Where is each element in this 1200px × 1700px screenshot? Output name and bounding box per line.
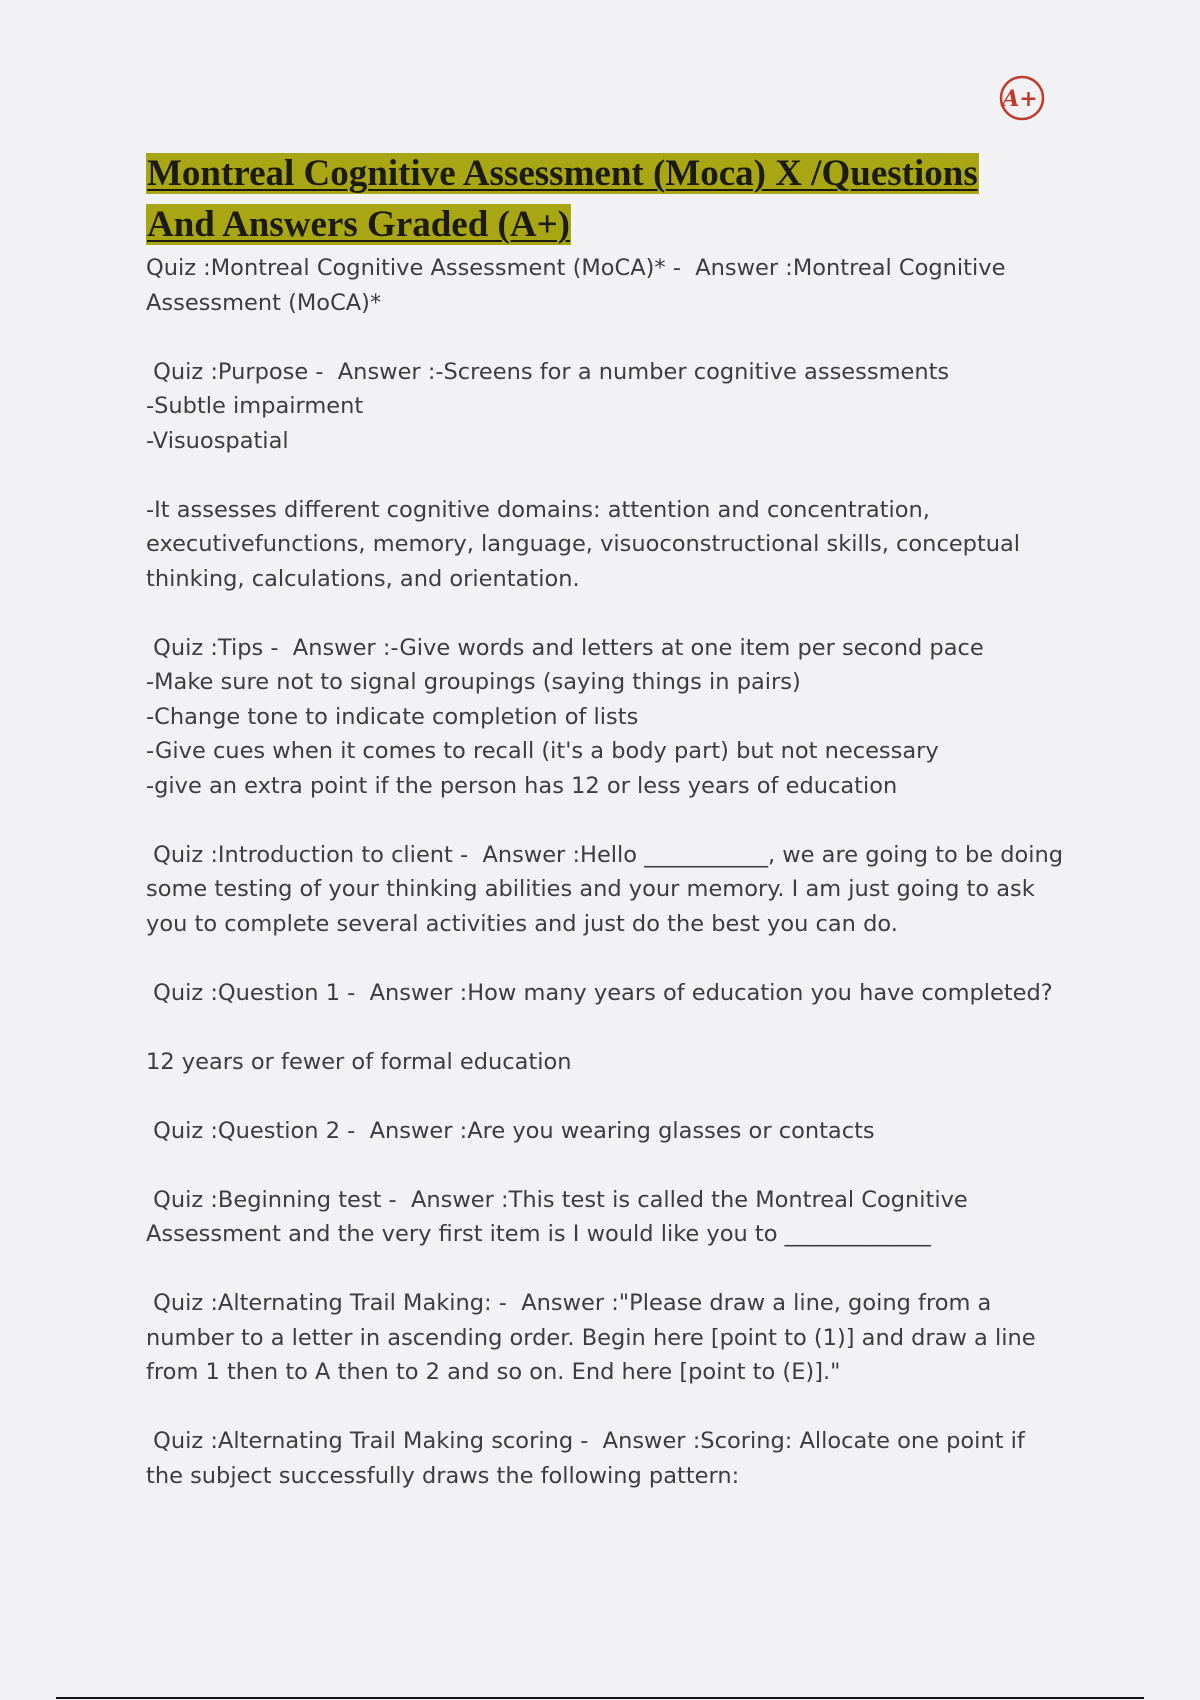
qa-line: -Visuospatial	[146, 427, 289, 454]
qa-line: Quiz :Purpose - Answer :-Screens for a number cognitive assessments	[146, 358, 950, 385]
qa-line: Quiz :Alternating Trail Making scoring - Answer :Scoring: Allocate one point if the subject successfully draws the following pattern:	[146, 1428, 1033, 1489]
qa-line: -Change tone to indicate completion of lists	[146, 703, 639, 730]
qa-line: Quiz :Beginning test - Answer :This test is called the Montreal Cognitive Assessment and the very first item is I would like you to _____________	[146, 1186, 975, 1247]
qa-line: 12 years or fewer of formal education	[146, 1048, 572, 1075]
title-line-2: And Answers Graded (A+)	[147, 204, 570, 245]
qa-line: -Give cues when it comes to recall (it's a body part) but not necessary	[146, 738, 939, 764]
qa-line: -It assesses different cognitive domains: attention and concentration, executivefunctions, memory, language, visuoconstructional skills, conceptual thinking, calculations, and orientation.	[146, 496, 1028, 592]
qa-line: -Make sure not to signal groupings (saying things in pairs)	[146, 669, 801, 695]
qa-block	[146, 1114, 1066, 1149]
qa-line: -give an extra point if the person has 12 or less years of education	[146, 772, 898, 799]
qa-line: Quiz :Introduction to client - Answer :Hello ___________, we are going to be doing some testing of your thinking abilities and your memory. I am just going to ask you to complete several activities and just do the best you can do.	[146, 841, 1071, 937]
qa-block	[146, 1424, 1066, 1493]
qa-block	[146, 838, 1071, 942]
document-title	[146, 148, 1066, 250]
footer-rule	[56, 1697, 1144, 1699]
qa-block	[146, 355, 1066, 459]
title-line-1: Montreal Cognitive Assessment (Moca) X /Questions	[147, 153, 978, 194]
qa-block	[146, 251, 1066, 320]
qa-line: -Subtle impairment	[146, 393, 364, 419]
qa-block	[146, 631, 1066, 804]
qa-block	[146, 493, 1066, 597]
qa-line: Quiz :Tips - Answer :-Give words and letters at one item per second pace	[146, 634, 984, 661]
grade-stamp-text: A+	[1002, 86, 1038, 112]
qa-line: Quiz :Montreal Cognitive Assessment (MoCA)* - Answer :Montreal Cognitive Assessment (MoCA)*	[146, 255, 1013, 316]
qa-block	[146, 1183, 1066, 1252]
qa-block	[146, 1286, 1066, 1390]
qa-content	[146, 251, 1071, 1528]
qa-line: Quiz :Alternating Trail Making: - Answer :"Please draw a line, going from a number to a letter in ascending order. Begin here [point to (1)] and draw a line from 1 then to A then to 2 and so on. End here [point to (E)]."	[146, 1290, 1043, 1385]
qa-block	[146, 1045, 1066, 1080]
grade-stamp-icon	[998, 74, 1046, 122]
qa-line: Quiz :Question 1 - Answer :How many years of education you have completed?	[146, 979, 1053, 1006]
qa-line: Quiz :Question 2 - Answer :Are you wearing glasses or contacts	[146, 1117, 875, 1144]
qa-block	[146, 976, 1066, 1011]
